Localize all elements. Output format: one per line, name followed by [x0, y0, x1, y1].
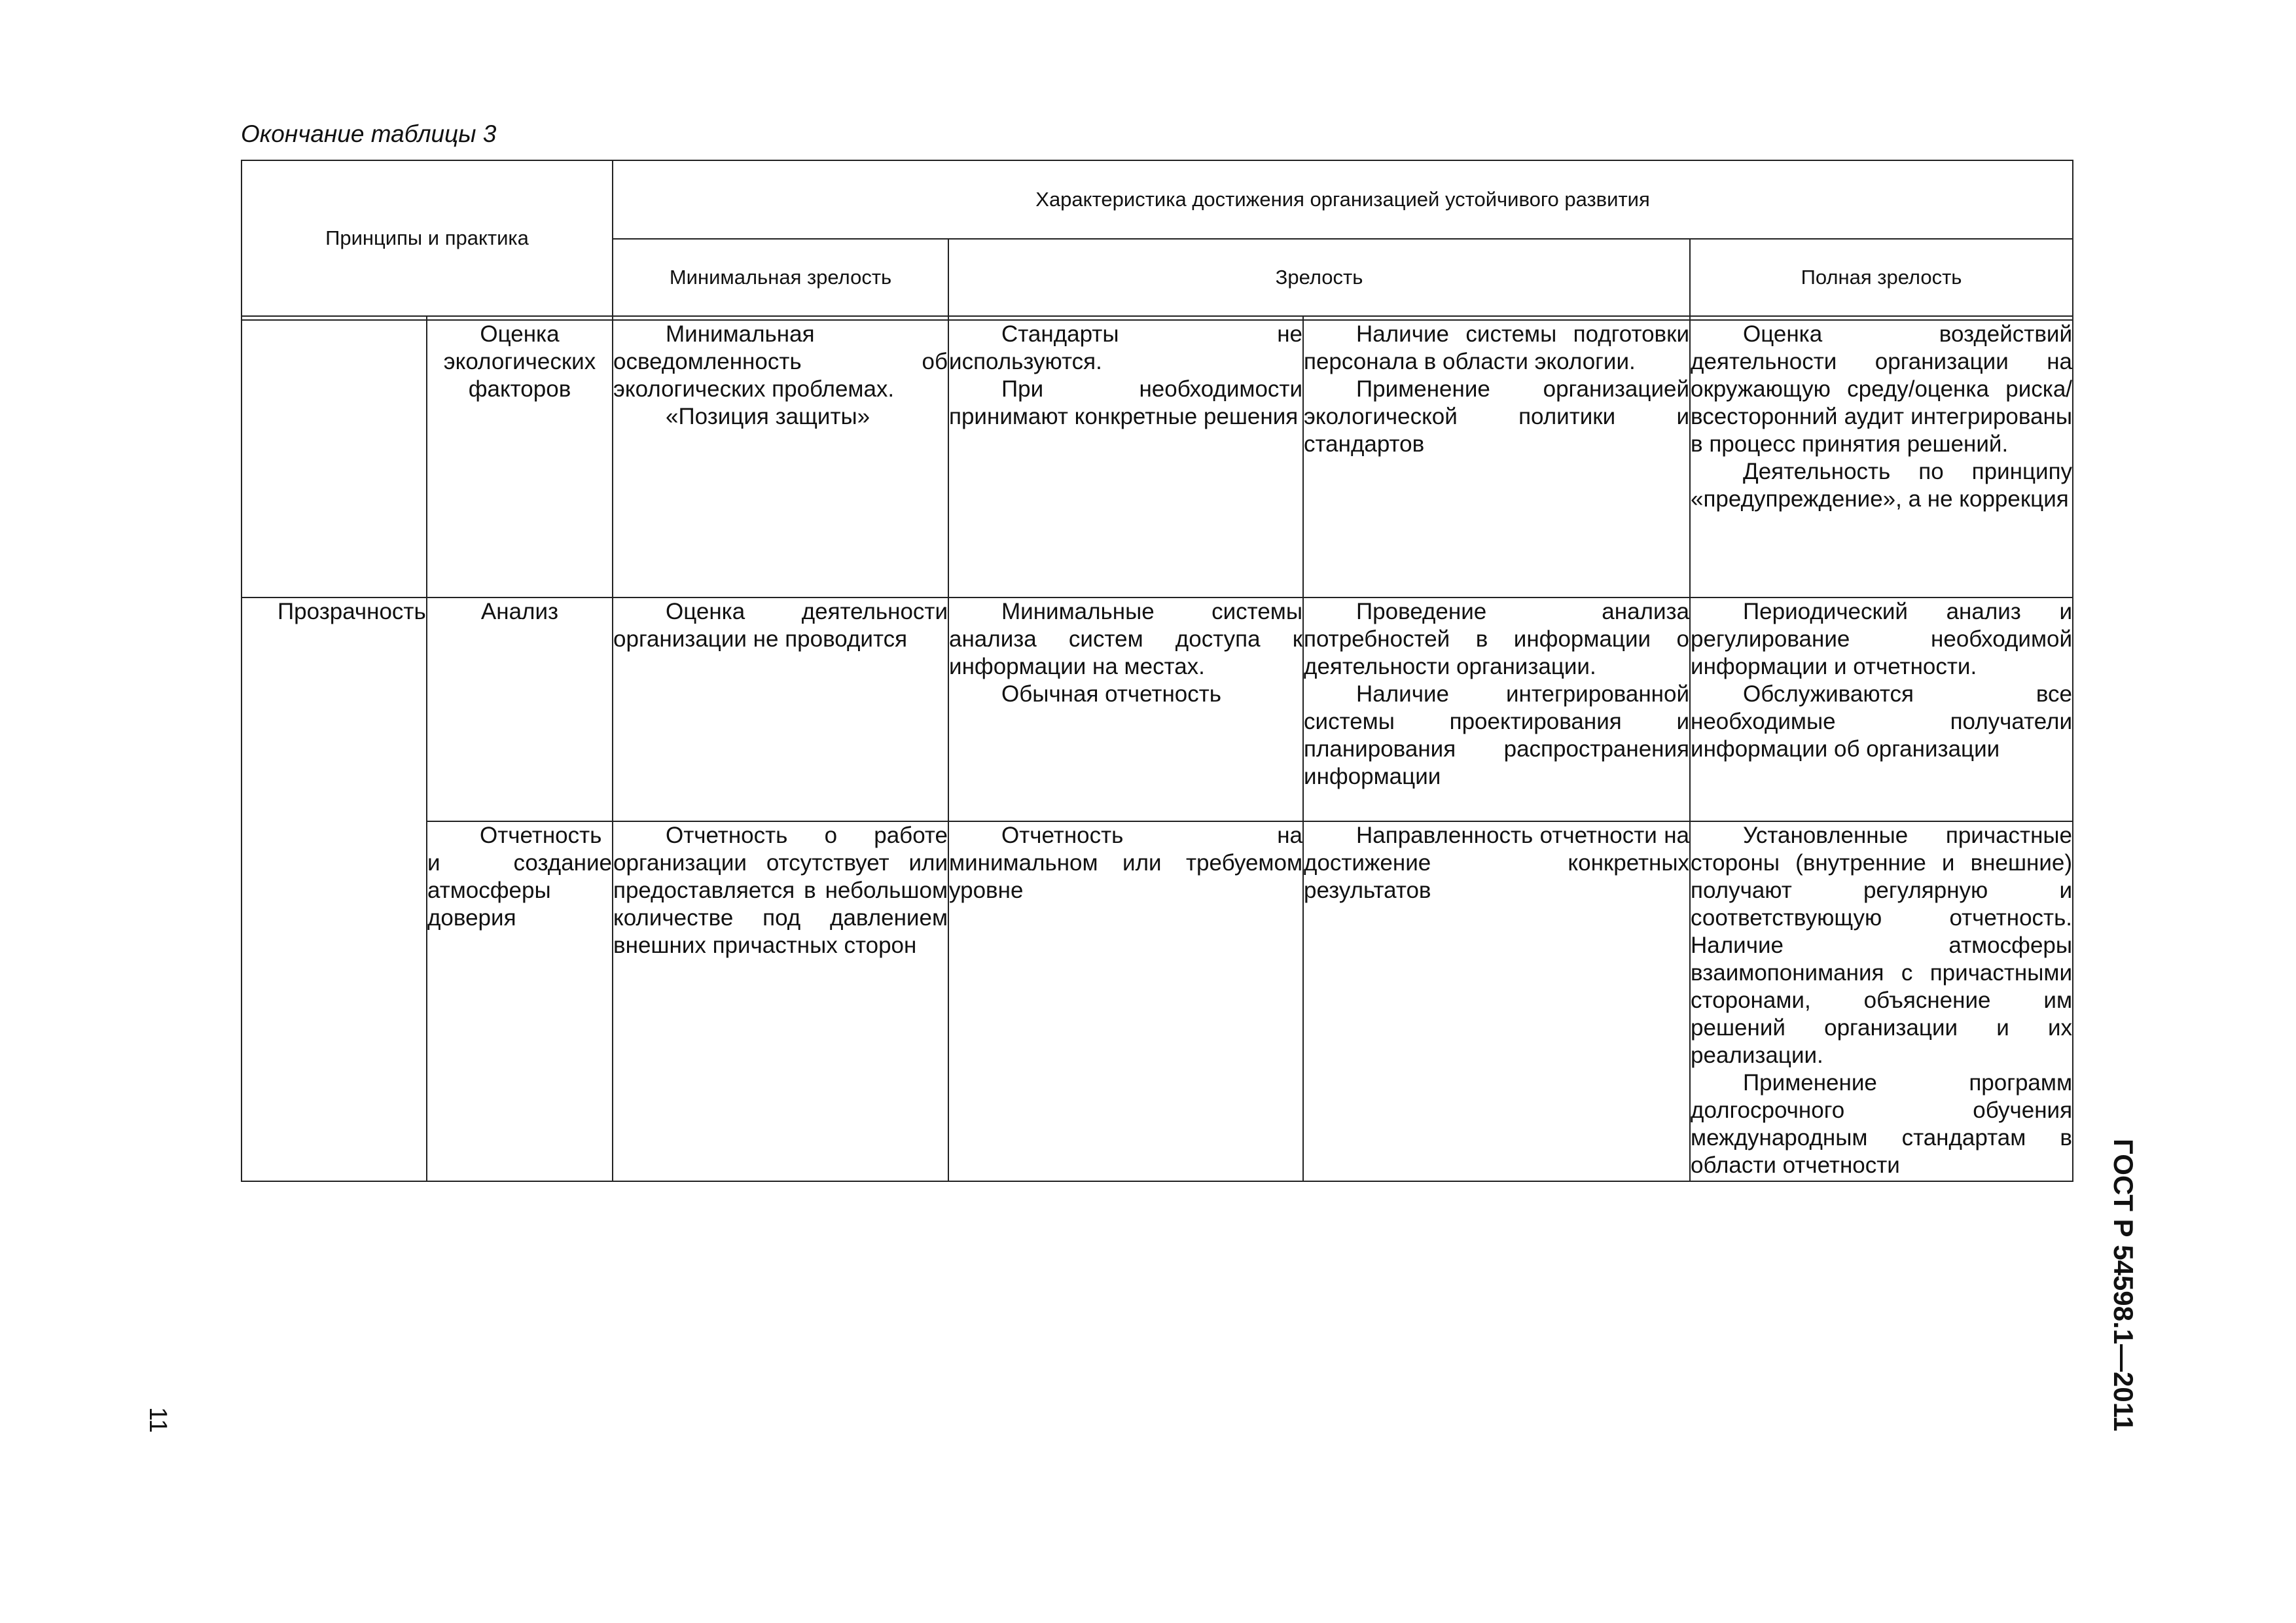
- cell-paragraph: Минимальная осведомленность об экологических проблемах.: [613, 321, 948, 402]
- table-caption: Окончание таблицы 3: [241, 120, 497, 147]
- principle-cell: [242, 320, 427, 597]
- maturity-cell-a: [948, 597, 1303, 821]
- cell-paragraph: Отчетность на минимальном или требуемом уровне: [949, 823, 1303, 903]
- full-maturity-cell: [1690, 821, 2073, 1181]
- maturity-cell-a: [948, 821, 1303, 1181]
- cell-paragraph: Установленные причастные стороны (внутренние и внешние) получают регулярную и соответствующую отчетность. Наличие атмосферы взаимопонимания с причастными сторонами, объяснение им решений организации и их реализации.: [1691, 823, 2073, 1068]
- cell-paragraph: Анализ: [480, 599, 559, 624]
- cell-paragraph: При необходимости принимают конкретные решения: [949, 376, 1303, 429]
- standard-code: ГОСТ Р 54598.1—2011: [2108, 1139, 2139, 1432]
- cell-paragraph: Периодический анализ и регулирование необходимой информации и отчетности.: [1691, 599, 2073, 679]
- maturity-cell-a: [948, 320, 1303, 597]
- header-minimal-maturity: Минимальная зрелость: [613, 239, 948, 316]
- practice-cell: [427, 597, 613, 821]
- cell-paragraph: Минимальные системы анализа систем доступа к информации на местах.: [949, 599, 1303, 679]
- practice-cell: [427, 320, 613, 597]
- header-full-maturity: Полная зрелость: [1690, 239, 2073, 316]
- cell-paragraph: Отчетность о работе организации отсутствует или предоставляется в небольшом количестве под давлением внешних причастных сторон: [613, 823, 948, 958]
- cell-paragraph: «Позиция защиты»: [666, 404, 870, 429]
- minimal-maturity-cell: [613, 320, 948, 597]
- cell-paragraph: Деятельность по принципу «предупреждение», а не коррекция: [1691, 459, 2073, 512]
- header-maturity: Зрелость: [948, 239, 1690, 316]
- maturity-cell-b: [1303, 821, 1690, 1181]
- cell-paragraph: Проведение анализа потребностей в информации о деятельности организации.: [1304, 599, 1690, 679]
- header-characteristic: Характеристика достижения организацией устойчивого развития: [613, 160, 2073, 239]
- maturity-cell-b: [1303, 597, 1690, 821]
- cell-paragraph: Обычная отчетность: [1001, 681, 1222, 707]
- cell-paragraph: Применение организацией экологической политики и стандартов: [1304, 376, 1690, 457]
- cell-paragraph: Стандарты не используются.: [949, 321, 1303, 374]
- cell-paragraph: Наличие интегрированной системы проектирования и планирования распространения информации: [1304, 681, 1690, 789]
- cell-paragraph: Обслуживаются все необходимые получатели информации об организации: [1691, 681, 2073, 762]
- cell-paragraph: Оценка воздействий деятельности организации на окружающую среду/оценка риска/всесторонний аудит интегрированы в процесс принятия решений.: [1691, 321, 2073, 457]
- maturity-cell-b: [1303, 320, 1690, 597]
- minimal-maturity-cell: [613, 597, 948, 821]
- table-row: [242, 320, 2073, 597]
- cell-paragraph: Оценка деятельности организации не проводится: [613, 599, 948, 652]
- cell-paragraph: Применение программ долгосрочного обучения международным стандартам в области отчетности: [1691, 1070, 2073, 1178]
- full-maturity-cell: [1690, 597, 2073, 821]
- practice-cell: [427, 821, 613, 1181]
- sustainability-maturity-table: [241, 160, 2073, 1182]
- cell-paragraph: Оценка экологических факторов: [443, 321, 596, 402]
- cell-paragraph: Наличие системы подготовки персонала в области экологии.: [1304, 321, 1690, 374]
- full-maturity-cell: [1690, 320, 2073, 597]
- table-row: [242, 597, 2073, 821]
- minimal-maturity-cell: [613, 821, 948, 1181]
- principle-cell-transparency: [242, 597, 427, 1181]
- cell-paragraph: Направленность отчетности на достижение конкретных результатов: [1304, 823, 1690, 903]
- table-row: [242, 821, 2073, 1181]
- header-principles: Принципы и практика: [242, 160, 613, 316]
- page-number: 11: [144, 1407, 171, 1433]
- cell-paragraph: Прозрачность: [278, 599, 426, 624]
- cell-paragraph: Отчетность и создание атмосферы доверия: [427, 823, 613, 931]
